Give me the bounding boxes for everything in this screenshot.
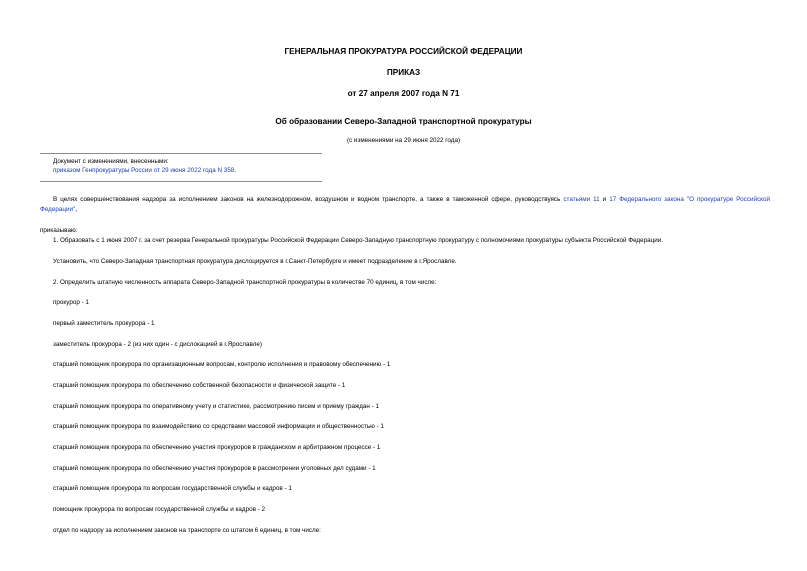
preamble-text-3: ,	[75, 205, 77, 213]
changes-box-label: Документ с изменениями, внесенными:	[53, 158, 169, 165]
paragraph: 1. Образовать с 1 июня 2007 г. за счет резерва Генеральной прокуратуры Российской Федерации Северо-Западную транспортную прокуратуру с полномочиями прокуратуры субъекта Российской Федерации.	[53, 237, 664, 244]
list-item: старший помощник прокурора по обеспечению собственной безопасности и физической защите - 1	[53, 382, 346, 389]
doc-type-heading: ПРИКАЗ	[386, 68, 421, 77]
amendment-link[interactable]: приказом Генпрокуратуры России от 29 июня 2022 года N 358	[53, 167, 235, 174]
list-item: прокурор - 1	[53, 299, 89, 306]
list-item: отдел по надзору за исполнением законов на транспорте со штатом 6 единиц, в том числе:	[53, 527, 321, 534]
document-title: Об образовании Северо-Западной транспортной прокуратуры	[275, 117, 532, 126]
preamble-text-1: В целях совершенствования надзора за исполнением законов на железнодорожном, воздушном и водном транспорте, а также в таможенной сфере, руководствуясь	[53, 196, 564, 203]
law-article-11-link[interactable]: статьями 11	[563, 196, 600, 203]
paragraph: Установить, что Северо-Западная транспортная прокуратура дислоцируется в г.Санкт-Петербурге и имеет подразделение в г.Ярославле.	[53, 258, 457, 265]
paragraph: 2. Определить штатную численность аппарата Северо-Западной транспортной прокуратуры в количестве 70 единиц, в том числе:	[53, 279, 437, 286]
list-item: помощник прокурора по вопросам государственной службы и кадров - 2	[53, 506, 266, 513]
changes-box-bottom-rule	[40, 181, 322, 182]
list-item: старший помощник прокурора по обеспечению участия прокуроров в рассмотрении уголовных дел судами - 1	[53, 465, 376, 472]
changes-box-line	[53, 166, 236, 175]
list-item: старший помощник прокурора по оперативному учету и статистике, рассмотрению писем и приему граждан - 1	[53, 403, 379, 410]
amendments-note: (с изменениями на 29 июня 2022 года)	[346, 137, 461, 144]
list-item: старший помощник прокурора по организационным вопросам, контролю исполнения и правовому обеспечению - 1	[53, 361, 391, 368]
law-article-17-link[interactable]: 17 Федерального закона "О прокуратуре Российской Федерации"	[40, 196, 770, 213]
preamble-text-2: и	[599, 196, 610, 203]
list-item: старший помощник прокурора по взаимодействию со средствами массовой информации и общественностью - 1	[53, 423, 384, 430]
list-item: старший помощник прокурора по вопросам государственной службы и кадров - 1	[53, 485, 292, 492]
list-item: заместитель прокурора - 2 (из них один - с дислокацией в г.Ярославле)	[53, 341, 263, 348]
preamble-paragraph	[40, 195, 770, 214]
list-item: старший помощник прокурора по обеспечению участия прокуроров в гражданском и арбитражном процессе - 1	[53, 444, 381, 451]
date-number-heading: от 27 апреля 2007 года N 71	[347, 89, 460, 98]
org-heading: ГЕНЕРАЛЬНАЯ ПРОКУРАТУРА РОССИЙСКОЙ ФЕДЕРАЦИИ	[284, 47, 523, 56]
amendment-link-tail: .	[234, 167, 237, 174]
list-item: первый заместитель прокурора - 1	[53, 320, 155, 327]
changes-box-top-rule	[40, 153, 322, 154]
order-word: приказываю:	[40, 227, 78, 234]
